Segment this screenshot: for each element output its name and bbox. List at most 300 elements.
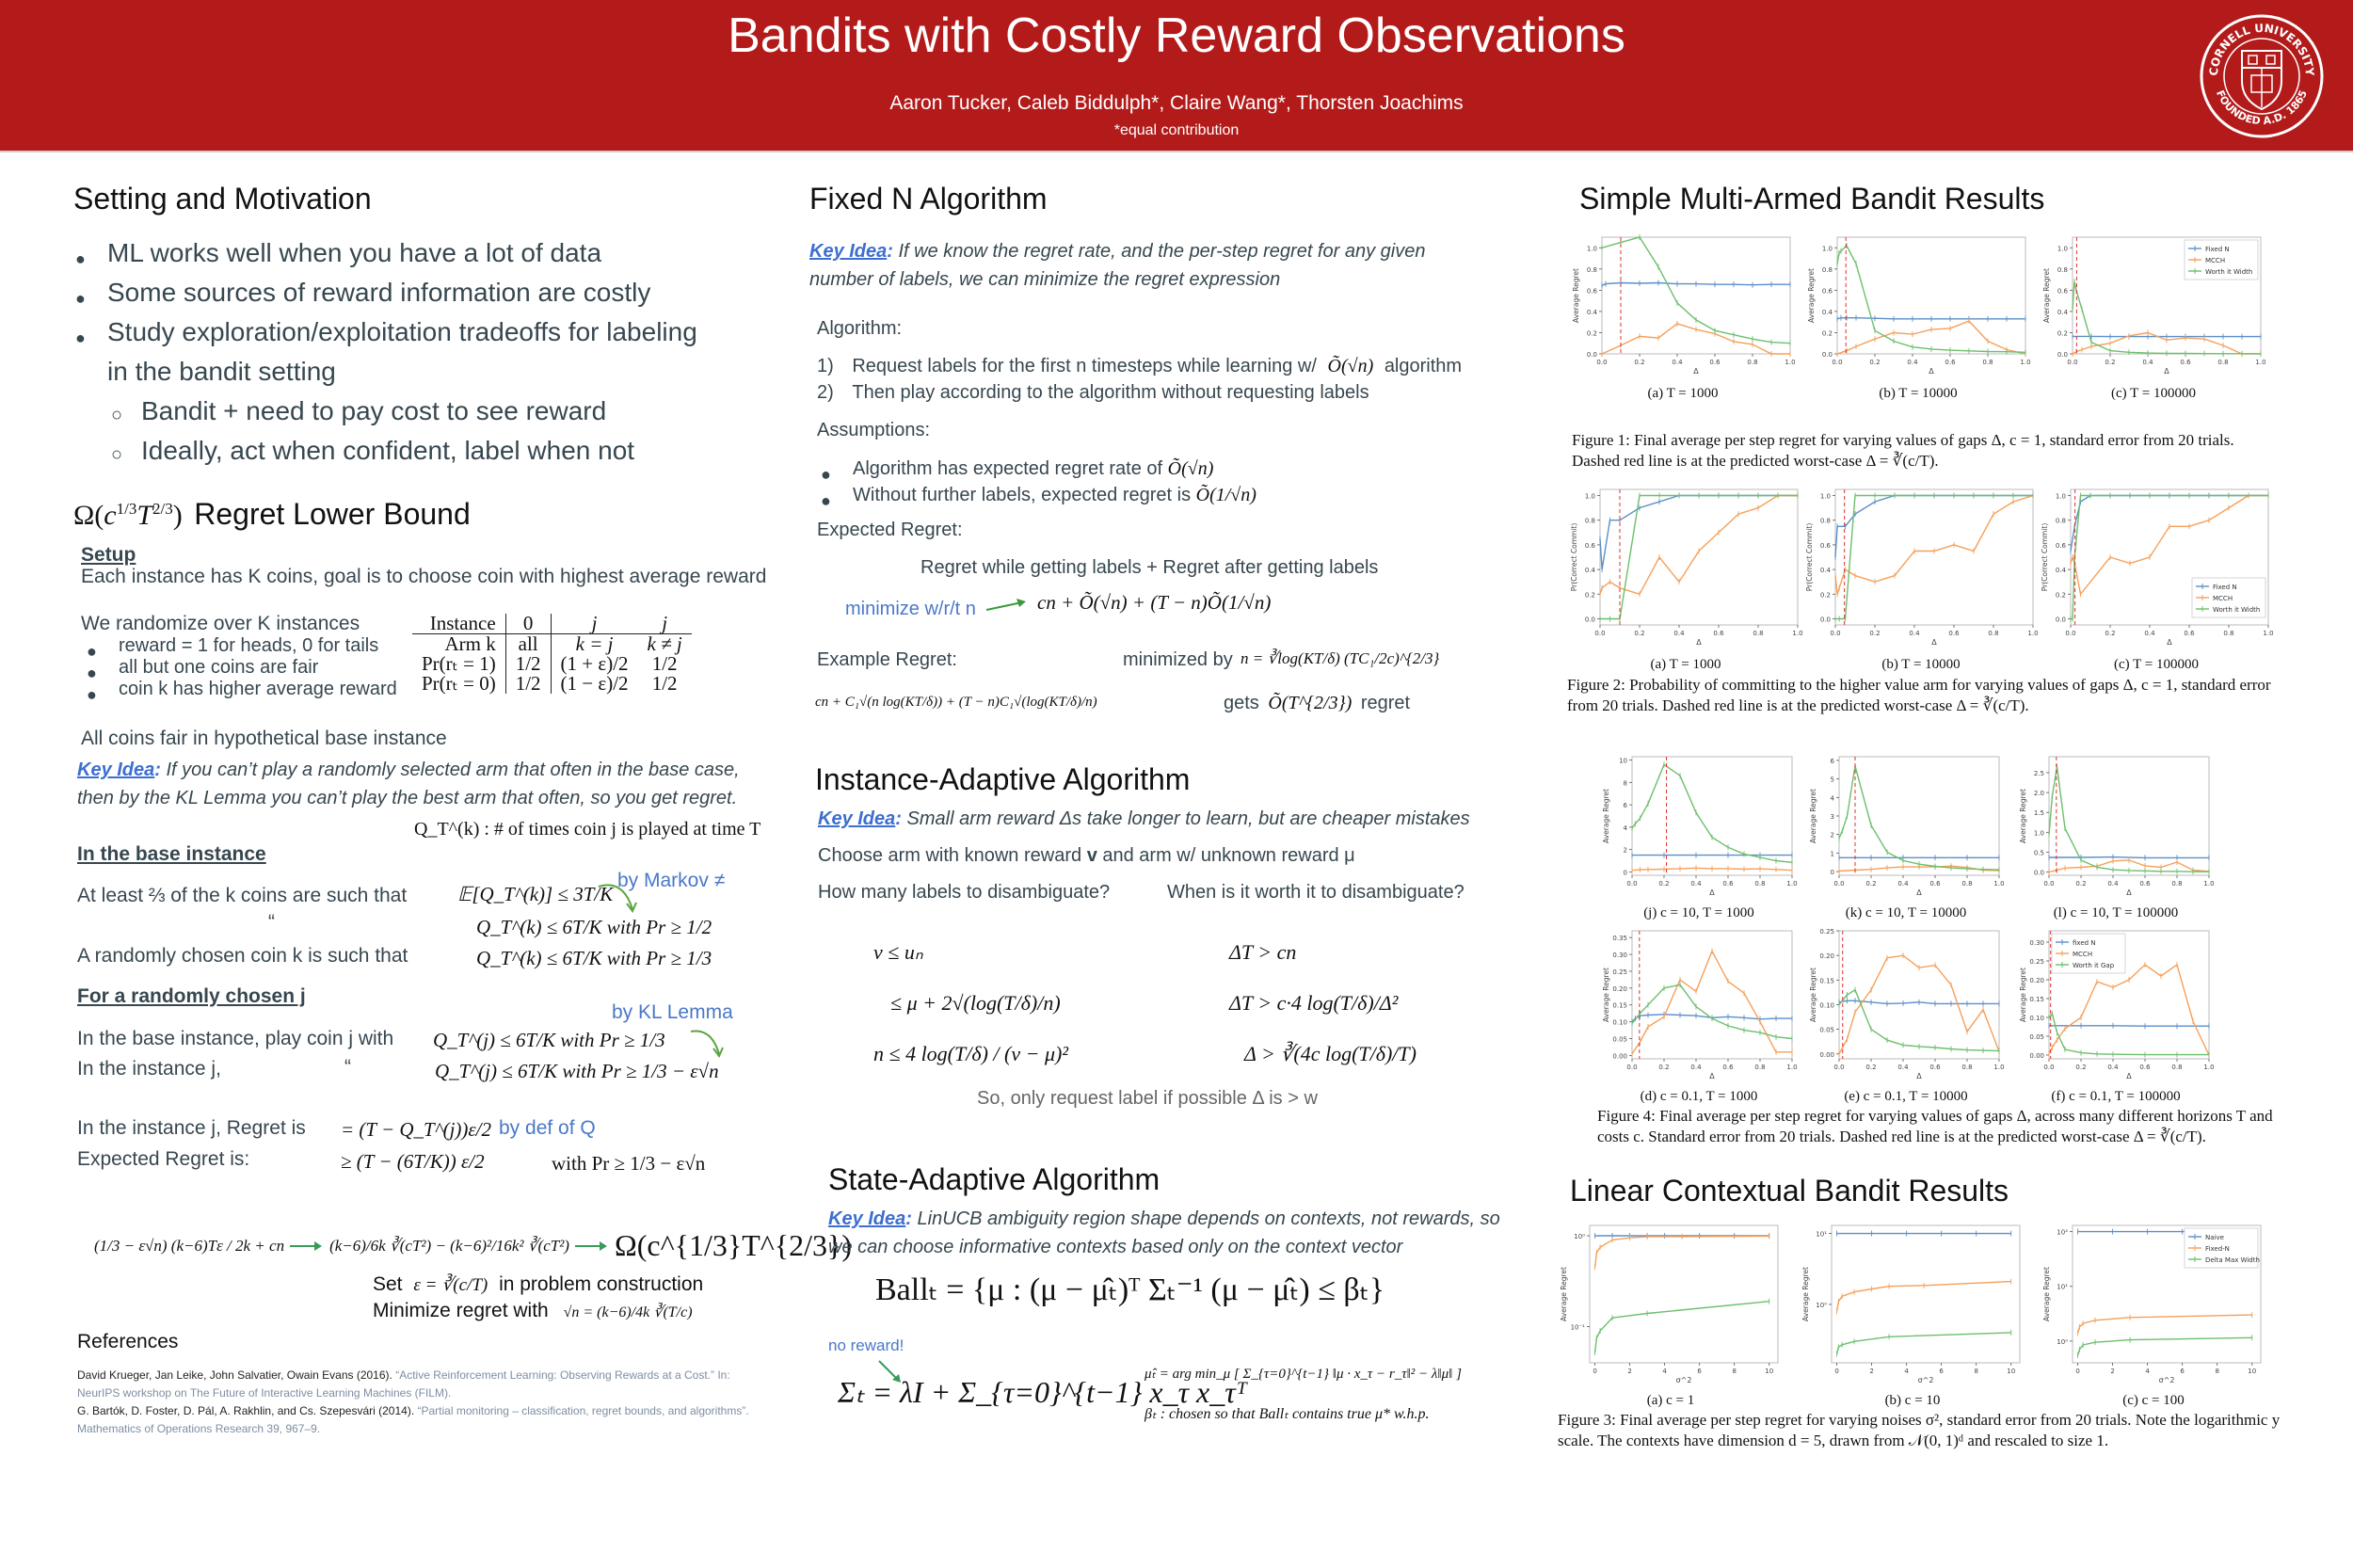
step-tail: algorithm [1384,356,1463,376]
y-tick-label: 0.5 [2033,849,2044,857]
y-tick-label: 0.0 [1821,351,1833,359]
assumptions-label: Assumptions: [817,420,931,440]
line-at-least: At least ⅔ of the k coins are such that [77,885,408,906]
y-tick-label: 0.35 [1612,935,1627,943]
x-tick-label: 0.4 [1672,359,1683,366]
y-tick-label: 0.8 [1819,517,1831,525]
state-adaptive-heading: State-Adaptive Algorithm [828,1162,1160,1196]
x-tick-label: 0.6 [2139,880,2151,888]
beta-definition: βₜ : chosen so that Ballₜ contains true μ* w.h.p. [1144,1406,1430,1422]
key-idea-text: If we know the regret rate, and the per-step regret for any given number of labels, we can minimize the regret expression [809,241,1426,290]
setting-bullets [75,233,697,471]
y-tick-label: 1 [1830,850,1834,858]
y-tick-label: 0.4 [1584,567,1595,575]
setting-bullet: ● ML works well when you have a lot of data [75,233,697,273]
minimize-math: √n = (k−6)/4k ∛(T/c) [563,1304,693,1320]
y-tick-label: 2.5 [2033,769,2044,777]
legend-label: Fixed N [2213,584,2237,591]
x-tick-label: 0.0 [2043,880,2055,888]
x-tick-label: 0.2 [1869,359,1881,366]
x-axis-label: Δ [1693,367,1699,376]
x-tick-label: 0.8 [1753,630,1764,637]
x-tick-label: 10 [1765,1368,1774,1375]
step-text: Then play according to the algorithm without requesting labels [852,382,1369,403]
x-tick-label: 0.4 [2107,880,2119,888]
table-cell: 1/2 [505,654,551,674]
x-tick-label: 0 [1834,1368,1839,1375]
kl-note: by KL Lemma [612,1001,733,1023]
y-tick-label: 0.0 [1586,351,1597,359]
table-cell: j [638,614,692,634]
choose-text-b: and arm w/ unknown reward μ [1096,845,1355,866]
x-tick-label: 4 [2145,1368,2150,1375]
chart-fig4l [2017,753,2215,922]
x-tick-label: 0.0 [1594,630,1606,637]
x-tick-label: 0.0 [1596,359,1608,366]
x-tick-label: 0.2 [1634,359,1645,366]
legend-label: Fixed-N [2205,1245,2230,1253]
key-idea-text: If you can’t play a randomly selected arm that often in the base case, then by the KL Lemma you can’t play the best arm that often, so you get regret. [77,760,740,808]
base-instance-note: All coins fair in hypothetical base instance [81,728,447,749]
right-derivation [1229,927,1417,1080]
algorithm-step [817,382,1369,404]
x-tick-label: 0.2 [1865,1064,1877,1071]
y-axis-label: Average Regret [1809,968,1817,1022]
y-tick-label: 0.0 [1584,616,1595,624]
logo-top-text: CORNELL UNIVERSITY [2206,21,2317,77]
plot-frame [1632,757,1792,875]
y-axis-label: Average Regret [1572,268,1580,323]
y-tick-label: 0.2 [2055,591,2066,600]
table-cell: 1/2 [651,652,678,675]
x-tick-label: 0.4 [1673,630,1685,637]
key-idea-label[interactable]: Key Idea [809,241,888,262]
minimize-label: Minimize regret with [373,1300,549,1321]
plot-frame [1835,489,2033,625]
setup-text: Each instance has K coins, goal is to choose coin with highest average reward [81,566,767,587]
markov-arrow-icon [595,877,642,915]
setup-label: Setup [81,544,136,566]
step-number: 2) [817,382,834,403]
sigma-definition: Σₜ = λI + Σ_{τ=0}^{t−1} x_τ x_τᵀ [838,1375,1248,1409]
assumption-item [821,456,1257,482]
table-row [412,674,692,694]
x-tick-label: 0.2 [1634,630,1645,637]
y-tick-label: 0.8 [2057,265,2068,274]
bound-base-play: Q_T^(j) ≤ 6T/K with Pr ≥ 1/3 [433,1029,665,1051]
x-axis-label: Δ [2167,638,2172,647]
y-tick-label: 0 [1830,869,1834,877]
key-idea-label[interactable]: Key Idea [77,760,155,780]
y-tick-label: 10⁰ [1816,1301,1827,1309]
equation: ν ≤ uₙ [873,940,923,964]
plot-frame [1602,237,1790,354]
lower-bound-heading: Regret Lower Bound [194,497,471,531]
plot-frame [1590,1225,1778,1363]
x-tick-label: 1.0 [1786,880,1798,888]
chart-fig3b [1800,1222,2025,1410]
y-tick-label: 0.0 [2033,869,2044,877]
gets-label: gets [1224,693,1259,713]
x-tick-label: 0.6 [1929,1064,1941,1071]
y-tick-label: 0.6 [2057,287,2068,296]
chart-legend [2185,240,2258,280]
x-tick-label: 8 [2215,1368,2219,1375]
assumption-item [821,482,1257,508]
ditto-mark: “ [268,911,275,933]
y-tick-label: 10⁻¹ [1570,1323,1585,1332]
y-tick-label: 8 [1623,779,1627,788]
reference-authors: David Krueger, Jan Leike, John Salvatier, Owain Evans (2016). [77,1368,392,1382]
table-cell: all [505,634,551,655]
instance-adaptive-heading: Instance-Adaptive Algorithm [815,762,1191,796]
y-tick-label: 0.8 [1586,265,1597,274]
x-axis-label: Δ [1931,638,1937,647]
x-tick-label: 0.6 [1722,1064,1734,1071]
x-tick-label: 0.2 [2105,630,2116,637]
chart-fig1a [1570,233,1796,403]
y-tick-label: 0.05 [2029,1033,2044,1041]
y-tick-label: 0.15 [1612,1001,1627,1010]
x-tick-label: 0.2 [1658,1064,1670,1071]
chart-legend [2052,934,2125,973]
y-tick-label: 1.0 [2033,829,2044,838]
x-tick-label: 0.0 [1626,880,1638,888]
setting-sub-bullet: ○ Bandit + need to pay cost to see reward [75,392,697,431]
set-label: Set [373,1273,403,1295]
y-tick-label: 0.8 [1584,517,1595,525]
table-row [412,634,692,655]
ball-definition: Ballₜ = {μ : (μ − μ̂ₜ)ᵀ Σₜ⁻¹ (μ − μ̂ₜ) ≤ βₜ} [875,1272,1385,1307]
y-tick-label: 0.00 [1819,1050,1834,1059]
subfigure-caption: (b) T = 10000 [1879,386,1958,401]
y-tick-label: 0.2 [1586,329,1597,338]
x-tick-label: 0.6 [1948,630,1960,637]
gets-tail: regret [1360,693,1411,713]
choose-arm-text [818,845,1355,867]
instance-adaptive-key-idea: Key Idea: Small arm reward Δs take longer to learn, but are cheaper mistakes [818,808,1470,829]
chart-legend [2185,1228,2260,1268]
author-list: Aaron Tucker, Caleb Biddulph*, Claire Wang*, Thorsten Joachims [889,92,1464,114]
y-tick-label: 0 [1623,869,1627,877]
choose-text-v: v [1086,845,1097,866]
step-math: Õ(√n) [1327,356,1374,376]
plot-frame [1832,1225,2020,1363]
chart-fig3a [1558,1222,1784,1410]
x-axis-label: Δ [1916,1072,1922,1080]
y-tick-label: 0.6 [1584,541,1595,550]
y-axis-label: Average Regret [1801,1267,1810,1321]
defq-note: by def of Q [499,1117,596,1139]
derivation-chain [94,1228,852,1263]
y-tick-label: 0.10 [1819,1001,1834,1010]
legend-label: fixed N [2073,939,2096,947]
figure-4-caption: Figure 4: Final average per step regret for varying values of gaps Δ, across many different horizons T and costs c. Standard error from 20 trials. Dashed red line is at the predicted worst-case Δ = ∛(c/T). [1597,1107,2273,1145]
y-tick-label: 0.2 [1821,329,1833,338]
y-tick-label: 1.0 [1819,492,1831,501]
equation: Δ > ∛(4c log(T/δ)/T) [1244,1042,1417,1065]
table-cell: Pr(rₜ = 1) [422,652,496,675]
y-tick-label: 4 [1830,794,1834,803]
no-reward-note: no reward! [828,1336,904,1354]
equation: ≤ μ + 2√(log(T/δ)/n) [890,991,1061,1015]
equal-contribution-note: *equal contribution [1113,122,1240,138]
setting-heading: Setting and Motivation [73,182,372,216]
x-tick-label: 1.0 [2263,630,2274,637]
algorithm-label: Algorithm: [817,318,903,339]
x-axis-label: Δ [2126,1072,2132,1080]
y-tick-label: 1.0 [2057,245,2068,253]
chart-fig4d [1600,927,1798,1106]
x-tick-label: 0.4 [1897,1064,1909,1071]
y-axis-label: Average Regret [2042,268,2051,323]
y-tick-label: 4 [1623,824,1627,832]
expected-regret-bound: ≥ (T − (6T/K)) ε/2 [341,1150,485,1173]
subfigure-caption: (k) c = 10, T = 10000 [1845,905,1967,920]
chart-fig4k [1807,753,2005,922]
chart-fig4j [1600,753,1798,922]
chart-fig1c [2041,233,2266,403]
references-list [77,1367,755,1438]
expected-regret-label: Expected Regret: [817,520,963,540]
y-tick-label: 0.2 [1584,591,1595,600]
y-tick-label: 3 [1830,813,1834,821]
subfigure-caption: (j) c = 10, T = 1000 [1643,905,1754,920]
legend-label: Worth it Gap [2073,962,2115,969]
y-tick-label: 10¹ [2057,1283,2068,1291]
gets-row [1224,693,1410,714]
x-tick-label: 0 [1593,1368,1597,1375]
x-tick-label: 1.0 [2020,359,2031,366]
x-tick-label: 0.2 [1865,880,1877,888]
subfigure-caption: (b) c = 10 [1884,1393,1941,1408]
table-cell: (1 + ε)/2 [551,654,637,674]
x-tick-label: 2 [1869,1368,1874,1375]
equation: n ≤ 4 log(T/δ) / (ν − μ)² [873,1042,1068,1065]
minimized-by-formula: n = ∛log(KT/δ) (TC₁/2c)^{2/3} [1241,649,1440,667]
chart-fig2c [2039,486,2274,674]
randomize-text: We randomize over K instances [81,613,360,634]
x-axis-label: σ^2 [2158,1376,2175,1384]
y-tick-label: 1.0 [1586,245,1597,253]
y-tick-label: 0.20 [1819,952,1834,961]
coin-bullet: ● all but one coins are fair [87,657,397,679]
x-tick-label: 0.8 [1988,630,1999,637]
legend-label: Worth it Width [2205,268,2253,276]
y-axis-label: Average Regret [1602,968,1610,1022]
x-axis-label: Δ [1696,638,1702,647]
x-tick-label: 8 [1974,1368,1978,1375]
x-axis-label: Δ [1709,888,1715,897]
legend-label: Fixed N [2205,246,2230,253]
x-tick-label: 0.4 [1907,359,1918,366]
q-definition: Q_T^(k) : # of times coin j is played at time T [414,819,761,840]
instance-table [412,614,692,694]
x-tick-label: 0.0 [1830,630,1841,637]
arrow-right-icon [575,1240,609,1252]
y-axis-label: Average Regret [1560,1267,1568,1321]
table-header-row [412,614,692,634]
x-tick-label: 0.8 [2217,359,2229,366]
y-tick-label: 0.20 [1612,984,1627,993]
expectation-bound: 𝔼[Q_T^(k)] ≤ 3T/K [457,883,614,905]
table-cell: 0 [505,614,551,634]
references-heading: References [77,1331,179,1352]
gets-math: Õ(T^{2/3}) [1268,693,1353,713]
x-tick-label: 0.0 [2043,1064,2055,1071]
figure-3-caption: Figure 3: Final average per step regret for varying noises σ², standard error from 20 trials. Note the logarithmic y scale. The contexts have dimension d = 5, drawn from 𝒩(0, 1)ᵈ and rescaled to size 1. [1558,1411,2281,1449]
y-tick-label: 0.15 [2029,996,2044,1003]
x-tick-label: 0.8 [2223,630,2234,637]
subfigure-caption: (a) c = 1 [1646,1393,1695,1408]
x-tick-label: 0.4 [1690,880,1702,888]
line-random-coin: A randomly chosen coin k is such that [77,945,408,967]
assumption-text: Algorithm has expected regret rate of [853,458,1163,479]
x-tick-label: 0.8 [2171,1064,2183,1071]
chain-result: Ω(c^{1/3}T^{2/3}) [614,1228,853,1262]
x-tick-label: 0.4 [1909,630,1920,637]
subfigure-caption: (a) T = 1000 [1650,657,1721,672]
y-tick-label: 0.6 [1586,287,1597,296]
x-tick-label: 0.8 [1754,1064,1766,1071]
conclusion-text: So, only request label if possible Δ is > w [977,1088,1318,1109]
y-tick-label: 0.4 [1819,567,1831,575]
reference-authors: G. Bartók, D. Foster, D. Pál, A. Rakhlin, and Cs. Szepesvári (2014). [77,1404,415,1417]
example-regret-label: Example Regret: [817,649,957,670]
subfigure-caption: (a) T = 1000 [1647,386,1719,401]
bound-instance-j: Q_T^(j) ≤ 6T/K with Pr ≥ 1/3 − ε√n [435,1060,719,1082]
table-cell: j [551,614,637,634]
y-tick-label: 1.0 [1821,245,1833,253]
x-tick-label: 1.0 [1786,1064,1798,1071]
reference-item [77,1367,755,1402]
x-tick-label: 6 [1697,1368,1702,1375]
bound-third: Q_T^(k) ≤ 6T/K with Pr ≥ 1/3 [476,947,712,969]
y-tick-label: 0.30 [2029,939,2044,947]
equation: ΔT > cn [1229,940,1297,964]
x-tick-label: 0.2 [2105,359,2116,366]
key-idea-label[interactable]: Key Idea [828,1208,906,1229]
x-tick-label: 10 [2007,1368,2016,1375]
x-axis-label: Δ [2164,367,2169,376]
subfigure-caption: (e) c = 0.1, T = 10000 [1844,1089,1968,1104]
x-tick-label: 0.0 [1832,359,1843,366]
y-tick-label: 10⁰ [2057,1337,2068,1346]
x-tick-label: 0.6 [2139,1064,2151,1071]
x-tick-label: 0.0 [1626,1064,1638,1071]
y-tick-label: 0.2 [2057,329,2068,338]
setting-bullet: ● Some sources of reward information are costly [75,273,697,312]
reference-link[interactable]: “Partial monitoring – classification, regret bounds, and algorithms”. Mathematics of Operations Research 39, 967–9. [77,1404,749,1435]
x-tick-label: 1.0 [2203,880,2215,888]
x-tick-label: 0.8 [1754,880,1766,888]
x-tick-label: 8 [1732,1368,1737,1375]
y-tick-label: 0.00 [2029,1052,2044,1060]
key-idea-text: Small arm reward Δs take longer to learn, but are cheaper mistakes [906,808,1470,829]
y-tick-label: 0.00 [1612,1052,1627,1061]
legend-label: Delta Max Width [2205,1256,2260,1264]
x-tick-label: 0.0 [1833,1064,1845,1071]
line-base-play: In the base instance, play coin j with [77,1028,394,1049]
subfigure-caption: (d) c = 0.1, T = 1000 [1640,1089,1758,1104]
x-tick-label: 0 [2075,1368,2080,1375]
left-derivation [873,927,1068,1080]
subfigure-caption: (c) c = 100 [2122,1393,2185,1408]
fixed-n-heading: Fixed N Algorithm [809,182,1048,216]
chain-step-1: (1/3 − ε√n) (k−6)Tε / 2k + cn [94,1236,285,1255]
key-idea-text: LinUCB ambiguity region shape depends on contexts, not rewards, so we can choose informative contexts based only on the context vector [828,1208,1500,1257]
mu-hat-definition: μ̂ₜ = arg min_μ [ Σ_{τ=0}^{t−1} ‖μ · x_τ − r_τ‖² − λ‖μ‖ ] [1144,1367,1462,1382]
table-cell: 1/2 [651,672,678,695]
x-tick-label: 0.8 [1961,1064,1973,1071]
reference-link[interactable]: “Active Reinforcement Learning: Observing Rewards at a Cost.” In: NeurIPS workshop on The Future of Interactive Learning Machines (FILM). [77,1368,730,1400]
fixed-n-key-idea: Key Idea: If we know the regret rate, and the per-step regret for any given number of labels, we can minimize the regret expression [809,241,1426,290]
x-tick-label: 1.0 [2027,630,2039,637]
subfigure-caption: (c) T = 100000 [2111,386,2196,401]
arrow-right-icon [986,597,1033,616]
key-idea-label[interactable]: Key Idea [818,808,896,829]
x-tick-label: 1.0 [1785,359,1796,366]
y-axis-label: Pr(Correct Commit) [1570,522,1578,592]
x-tick-label: 0.4 [2107,1064,2119,1071]
x-tick-label: 2 [2110,1368,2115,1375]
y-tick-label: 0.05 [1612,1035,1627,1044]
lower-bound-key-idea: Key Idea: If you can’t play a randomly selected arm that often in the base case, then by the KL Lemma you can’t play the best arm that often, so you get regret. [77,760,740,808]
y-tick-label: 0.6 [1819,541,1831,550]
y-tick-label: 0.25 [2029,958,2044,966]
expected-regret-prob: with Pr ≥ 1/3 − ε√n [552,1152,706,1175]
y-tick-label: 1.0 [2055,492,2066,501]
minimized-by-label: minimized by [1123,649,1233,670]
arrow-right-icon [290,1240,324,1252]
x-tick-label: 6 [2180,1368,2185,1375]
chain-step-2: (k−6)/6k ∛(cT²) − (k−6)²/16k² ∛(cT²) [329,1236,569,1255]
expected-regret-formula: cn + Õ(√n) + (T − n)Õ(1/√n) [1037,591,1272,614]
y-tick-label: 6 [1830,757,1834,765]
y-tick-label: 6 [1623,802,1627,810]
x-tick-label: 10 [2248,1368,2257,1375]
x-tick-label: 6 [1939,1368,1944,1375]
example-regret-formula: cn + C₁√(n log(KT/δ)) + (T − n)C₁√(log(KT/δ)/n) [815,695,1097,710]
x-tick-label: 0.4 [1690,1064,1702,1071]
x-tick-label: 0.6 [1929,880,1941,888]
legend-label: Naive [2205,1234,2224,1241]
set-math: ε = ∛(c/T) [413,1275,488,1295]
x-tick-label: 0.2 [1658,880,1670,888]
ditto-mark: “ [344,1056,351,1078]
legend-label: MCCH [2073,951,2093,958]
y-tick-label: 0.05 [1819,1026,1834,1034]
x-tick-label: 1.0 [1993,880,2005,888]
x-axis-label: Δ [1709,1072,1715,1080]
coin-bullet: ● coin k has higher average reward [87,679,397,700]
y-tick-label: 0.6 [1821,287,1833,296]
x-tick-label: 4 [1662,1368,1667,1375]
x-tick-label: 0.2 [2075,880,2087,888]
y-tick-label: 0.0 [2055,616,2066,624]
y-tick-label: 0.4 [2057,308,2068,316]
poster-title: Bandits with Costly Reward Observations [728,8,1625,63]
y-tick-label: 0.4 [1821,308,1833,316]
y-tick-label: 0.6 [2055,541,2066,550]
table-cell: (1 − ε)/2 [551,674,637,694]
y-tick-label: 1.5 [2033,809,2044,818]
question-right: When is it worth it to disambiguate? [1167,882,1465,903]
y-axis-label: Average Regret [2019,968,2027,1022]
x-axis-label: σ^2 [1917,1376,1934,1384]
y-tick-label: 10² [2057,1228,2068,1237]
x-tick-label: 1.0 [1792,630,1803,637]
